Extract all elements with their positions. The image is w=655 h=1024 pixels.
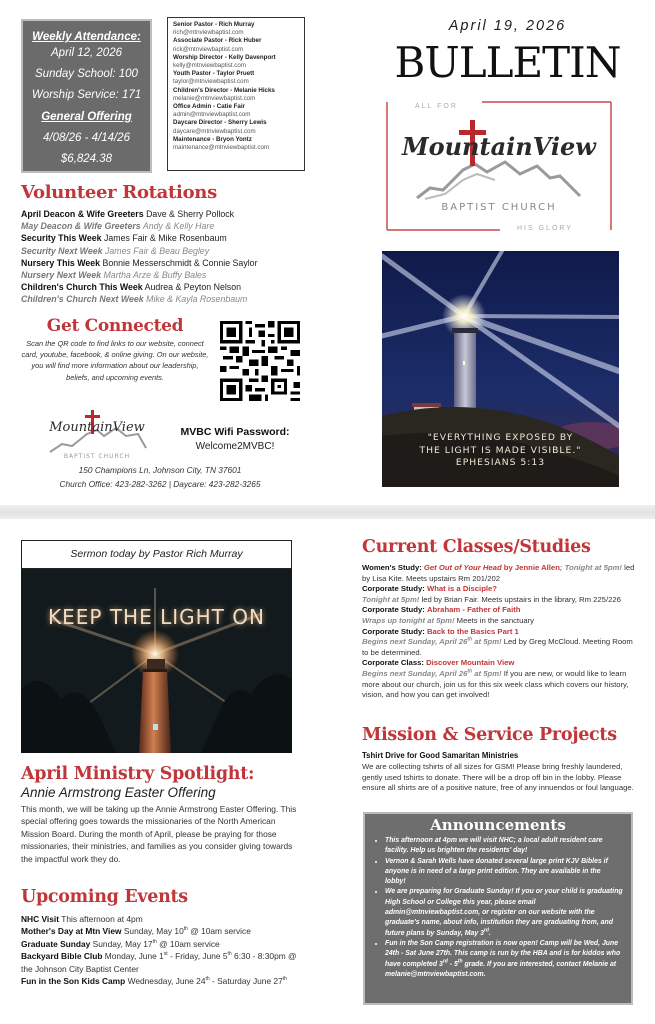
staff-role: Associate Pastor - Rick Huber [173, 37, 262, 45]
attendance-box [21, 19, 152, 173]
volunteer-list [21, 208, 311, 306]
announcement-item: • This afternoon at 4pm we will visit NHC; a local adult resident care facility. Help us brighten the residents' day! [385, 836, 623, 857]
announcements-title: Announcements [430, 816, 566, 834]
staff-email[interactable]: taylor@mtnviewbaptist.com [173, 78, 249, 86]
volunteer-title: Volunteer Rotations [21, 182, 217, 203]
offering-heading: General Offering [41, 111, 132, 123]
volunteer-row: Nursery Next Week Martha Arze & Buffy Bales [21, 270, 207, 281]
bulletin-date: April 19, 2026 [448, 18, 567, 34]
class-item: Corporate Study: Abraham - Father of Faith Wraps up tonight at 5pm! Meets in the sanctuary [362, 605, 535, 625]
page-divider [0, 505, 655, 519]
volunteer-row: May Deacon & Wife Greeters Andy & Kelly Hare [21, 221, 215, 232]
announcements-list [365, 836, 631, 980]
quote-line: "EVERYTHING EXPOSED BY [427, 432, 574, 443]
volunteer-row: Security This Week James Fair & Mike Rosenbaum [21, 233, 227, 244]
staff-directory [167, 17, 305, 171]
staff-role: Youth Pastor - Taylor Pruett [173, 70, 255, 78]
church-logo-small [42, 408, 152, 460]
mountain-icon [417, 162, 580, 198]
event-item: Backyard Bible Club Monday, June 1st - Friday, June 5th 6:30 - 8:30pm @ the Johnson City Baptist Center [21, 951, 297, 974]
staff-email[interactable]: maintenance@mtnviewbaptist.com [173, 144, 270, 152]
volunteer-row: Nursery This Week Bonnie Messerschmidt & Connie Saylor [21, 257, 258, 268]
his-glory-text: HIS GLORY [517, 225, 573, 232]
staff-email[interactable]: rick@mtnviewbaptist.com [173, 45, 244, 53]
volunteer-row: Security Next Week James Fair & Beau Begley [21, 245, 210, 256]
contact-info [15, 463, 305, 491]
spotlight-title: April Ministry Spotlight: [21, 764, 255, 784]
bulletin-title: BULLETIN [394, 38, 621, 87]
qr-code-icon[interactable] [220, 321, 300, 401]
church-phones: Church Office: 423-282-3262 | Daycare: 423-282-3265 [59, 479, 261, 489]
all-for-text: ALL FOR [415, 103, 458, 110]
church-address: 150 Champions Ln, Johnson City, TN 37601 [78, 465, 242, 475]
staff-email[interactable]: admin@mtnviewbaptist.com [173, 111, 251, 119]
event-item: Mother's Day at Mtn View Sunday, May 10th @ 10am service [21, 926, 251, 937]
announcements-box [363, 812, 633, 1005]
church-logo [385, 100, 613, 232]
wifi-label: MVBC Wifi Password: [180, 426, 290, 438]
events-list [21, 913, 306, 987]
event-item: Graduate Sunday Sunday, May 17th @ 10am service [21, 938, 220, 949]
offering-range: 4/08/26 - 4/14/26 [43, 132, 130, 144]
volunteer-row: Children's Church This Week Audrea & Peyton Nelson [21, 282, 241, 293]
staff-email[interactable]: rich@mtnviewbaptist.com [173, 29, 244, 37]
staff-email[interactable]: daycare@mtnviewbaptist.com [173, 127, 256, 135]
sunday-school-count: Sunday School: 100 [35, 68, 138, 80]
class-item: Corporate Study: What is a Disciple? Tonight at 5pm! led by Brian Fair. Meets upstairs in the library, Rm 225/226 [362, 584, 621, 604]
wifi-password: Welcome2MVBC! [195, 441, 275, 452]
sermon-title: KEEP THE LIGHT ON [48, 605, 265, 629]
mission-text: We are collecting tshirts of all sizes for GSM! Please bring freshly laundered, gently used tshirts to donate. There will be a drop off bin in the lobby. Please ensure all shirts are of a positive nature, free of any innuendos or foul language. [362, 762, 634, 793]
classes-list [362, 563, 637, 701]
staff-role: Worship Director - Kelly Davenport [173, 53, 276, 61]
staff-role: Senior Pastor - Rich Murray [173, 21, 255, 28]
sermon-label: Sermon today by Pastor Rich Murray [21, 540, 292, 569]
get-connected-text: Scan the QR code to find links to our website, connect card, youtube, facebook, & online giving. On our website, you will find more information about our leadership, beliefs, and upcoming events. [21, 339, 209, 382]
sermon-lighthouse-image [21, 569, 292, 753]
staff-role: Maintenance - Bryon Yontz [173, 135, 252, 143]
staff-role: Office Admin - Catie Fair [173, 103, 245, 111]
logo-subtitle: BAPTIST CHURCH [441, 202, 557, 213]
spotlight-text: This month, we will be taking up the Annie Armstrong Easter Offering. This special offering goes towards the missionaries of the North American Mission Board. During the month of April, please be praying for those missionaries, their ministries, and families as you consider giving towards the impactful work they do. [21, 804, 297, 864]
logo-wordmark: MountainView [49, 420, 145, 435]
attendance-date: April 12, 2026 [51, 47, 122, 59]
classes-title: Current Classes/Studies [362, 537, 591, 557]
logo-wordmark: MountainView [402, 132, 596, 161]
event-item: Fun in the Son Kids Camp Wednesday, June 24th - Saturday June 27th [21, 976, 287, 987]
event-item: NHC Visit This afternoon at 4pm [21, 914, 143, 924]
mission-title: Mission & Service Projects [362, 725, 617, 745]
scripture-reference: EPHESIANS 5:13 [455, 457, 546, 468]
staff-role: Children's Director - Melanie Hicks [173, 86, 275, 94]
staff-email[interactable]: kelly@mtnviewbaptist.com [173, 62, 246, 70]
staff-role: Daycare Director - Sherry Lewis [173, 119, 267, 127]
class-item: Women's Study: Get Out of Your Head by Jennie Allen; Tonight at 5pm! led by Lisa Kite. Meets upstairs Rm 201/202 [362, 563, 635, 583]
mission-subtitle: Tshirt Drive for Good Samaritan Ministries [362, 751, 519, 760]
volunteer-row: Children's Church Next Week Mike & Kayla Rosenbaum [21, 294, 248, 305]
volunteer-row: April Deacon & Wife Greeters Dave & Sherry Pollock [21, 209, 235, 219]
logo-subtitle: BAPTIST CHURCH [63, 453, 131, 460]
class-item: Corporate Study: Back to the Basics Part 1 Begins next Sunday, April 26th at 5pm! Led by Greg McCloud. Meeting Room to be determined. [362, 626, 633, 657]
worship-count: Worship Service: 171 [31, 89, 142, 101]
events-title: Upcoming Events [21, 887, 188, 907]
class-item: Corporate Class: Discover Mountain View Begins next Sunday, April 26th at 5pm! If you are new, or would like to learn more about our church, join us for this six week class which covers our history, vision, and how you can get involved! [362, 658, 629, 700]
announcement-item: • We are preparing for Graduate Sunday! If you or your child is graduating High School or College this year, please email admin@mtnviewbaptist.com, or register on our website with the graduate's name, about info, institution they are graduating from, and future plans by Sunday, May 3rd. [385, 887, 623, 938]
announcement-item: • Vernon & Sarah Wells have donated several large print KJV Bibles if anyone is in need of a large print edition. They are available in the lobby! [385, 857, 623, 888]
get-connected-title: Get Connected [46, 316, 184, 336]
announcement-item: • Fun in the Son Camp registration is now open! Camp will be Wed, June 24th - Sat June 27th. This camp is run by the HBA and is for kiddos who have completed 3rd - 5th grade. If you are interested, contact Melanie at melanie@mtnviewbaptist.com. [385, 939, 623, 980]
offering-amount: $6,824.38 [60, 153, 113, 165]
spotlight-subtitle: Annie Armstrong Easter Offering [21, 785, 216, 800]
staff-email[interactable]: melanie@mtnviewbaptist.com [173, 94, 256, 102]
attendance-heading: Weekly Attendance: [32, 31, 141, 43]
quote-line: THE LIGHT IS MADE VISIBLE." [419, 444, 582, 456]
scripture-quote [382, 432, 619, 470]
